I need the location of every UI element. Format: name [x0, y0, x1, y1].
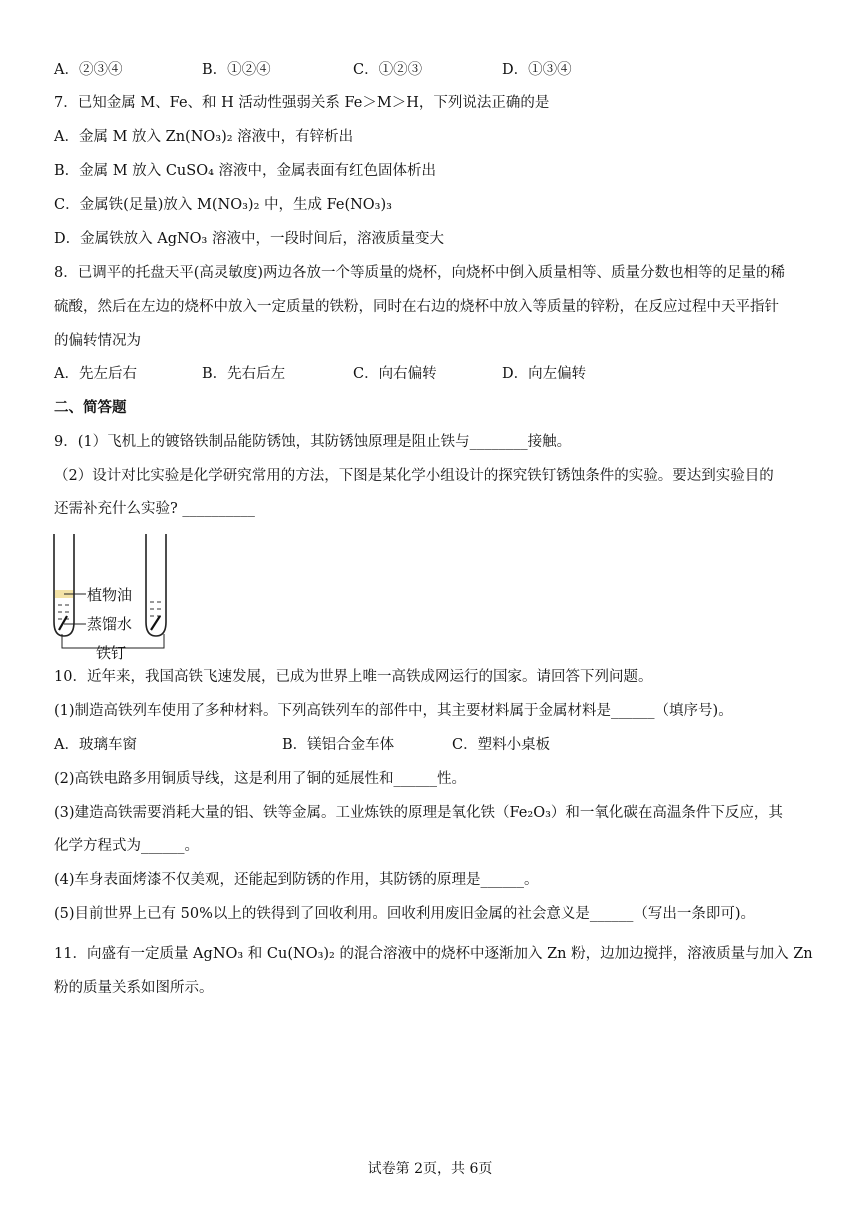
section-title: 二、简答题 — [54, 399, 127, 416]
q6-option-b: B．①②④ — [202, 62, 271, 78]
q10-part2: (2)高铁电路多用铜质导线，这是利用了铜的延展性和______性。 — [54, 771, 467, 787]
page-footer: 试卷第 2页，共 6页 — [367, 1161, 493, 1177]
q11-stem-line1: 11．向盛有一定质量 AgNO₃ 和 Cu(NO₃)₂ 的混合溶液中的烧杯中逐渐加入 Zn 粉，边加边搅拌，溶液质量与加入 Zn — [54, 946, 813, 962]
nail-left-icon — [59, 616, 67, 630]
nail-right-icon — [151, 616, 160, 630]
q6-option-c: C．①②③ — [353, 62, 423, 78]
test-tube-figure — [50, 530, 180, 660]
q8-stem-line3: 的偏转情况为 — [54, 333, 141, 349]
q7-option-c: C．金属铁(足量)放入 M(NO₃)₂ 中，生成 Fe(NO₃)₃ — [54, 197, 392, 213]
q6-option-a: A．②③④ — [54, 62, 123, 78]
q7-stem: 7．已知金属 M、Fe、和 H 活动性强弱关系 Fe＞M＞H，下列说法正确的是 — [54, 95, 550, 111]
q7-option-d: D．金属铁放入 AgNO₃ 溶液中，一段时间后，溶液质量变大 — [54, 231, 444, 247]
q10-option-c: C．塑料小桌板 — [452, 737, 551, 753]
q8-stem-line1: 8．已调平的托盘天平(高灵敏度)两边各放一个等质量的烧杯，向烧杯中倒入质量相等、质量分数也相等的足量的稀 — [54, 265, 786, 281]
q10-part1: (1)制造高铁列车使用了多种材料。下列高铁列车的部件中，其主要材料属于金属材料是______（填序号)。 — [54, 703, 733, 719]
label-nail: 铁钉 — [96, 644, 127, 660]
q10-part5: (5)目前世界上已有 50%以上的铁得到了回收利用。回收利用废旧金属的社会意义是______（写出一条即可)。 — [54, 906, 756, 922]
q9-part2-line1: （2）设计对比实验是化学研究常用的方法，下图是某化学小组设计的探究铁钉锈蚀条件的实验。要达到实验目的 — [54, 468, 774, 484]
q10-part3-line2: 化学方程式为______。 — [54, 838, 199, 854]
q6-option-d: D．①③④ — [502, 62, 572, 78]
q9-part2-line2: 还需补充什么实验? __________ — [54, 501, 255, 517]
q8-option-b: B．先右后左 — [202, 366, 286, 382]
q8-stem-line2: 硫酸，然后在左边的烧杯中放入一定质量的铁粉，同时在右边的烧杯中放入等质量的锌粉，在反应过程中天平指针 — [54, 299, 779, 315]
q7-option-a: A．金属 M 放入 Zn(NO₃)₂ 溶液中，有锌析出 — [54, 129, 354, 145]
q8-option-c: C．向右偏转 — [353, 366, 437, 382]
q7-option-b: B．金属 M 放入 CuSO₄ 溶液中，金属表面有红色固体析出 — [54, 163, 437, 179]
q10-option-b: B．镁铝合金车体 — [282, 737, 395, 753]
q10-stem: 10．近年来，我国高铁飞速发展，已成为世界上唯一高铁成网运行的国家。请回答下列问题。 — [54, 669, 653, 685]
label-water: 蒸馏水 — [87, 615, 133, 633]
q9-part1: 9．(1）飞机上的镀铬铁制品能防锈蚀，其防锈蚀原理是阻止铁与________接触。 — [54, 434, 572, 450]
q11-stem-line2: 粉的质量关系如图所示。 — [54, 980, 214, 996]
q10-part3-line1: (3)建造高铁需要消耗大量的铝、铁等金属。工业炼铁的原理是氧化铁（Fe₂O₃）和一氧化碳在高温条件下反应，其 — [54, 805, 783, 821]
label-oil: 植物油 — [87, 586, 133, 604]
q10-option-a: A．玻璃车窗 — [54, 737, 137, 753]
q8-option-d: D．向左偏转 — [502, 366, 587, 382]
q10-part4: (4)车身表面烤漆不仅美观，还能起到防锈的作用，其防锈的原理是______。 — [54, 872, 539, 888]
q8-option-a: A．先左后右 — [54, 366, 137, 382]
